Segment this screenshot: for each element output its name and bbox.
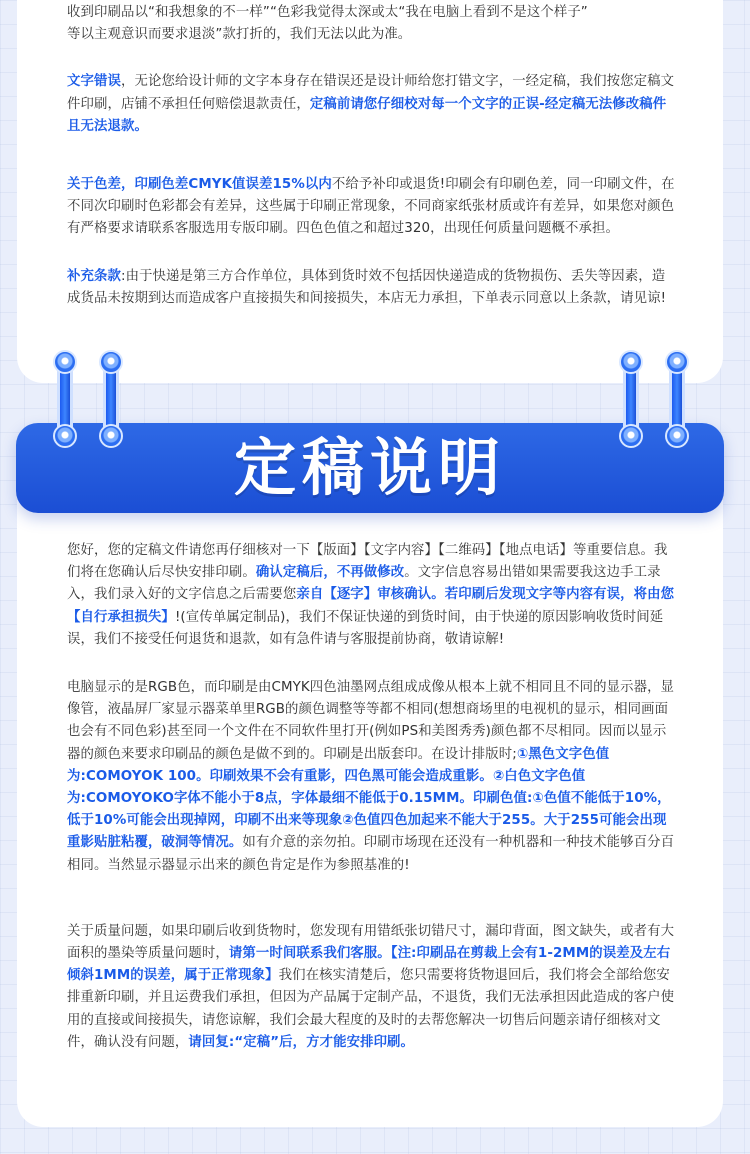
supplementary-body: :由于快递是第三方合作单位，具体到货时效不包括因快递造成的货物损伤、丢失等因素，造成货品未按期到达而造成客户直接损失和间接损失，本店无力承担，下单表示同意以上条款，请见谅! bbox=[67, 268, 667, 306]
color-diff-body: 不给予补印或退货!印刷会有印刷色差，同一印刷文件，在不同次印刷时色彩都会有差异，这些属于印刷正常现象，不同商家纸张材质或许有差异，如果您对颜色有严格要求请联系客服选用专版印刷。四色色值之和超过320，出现任何质量问题概不承担。 bbox=[67, 177, 675, 237]
rgb-text-2: 如有介意的亲勿拍。印刷市场现在还没有一种机器和一种技术能够百分百相同。当然显示器显示出来的颜色肯定是作为参照基准的! bbox=[67, 835, 675, 873]
confirm-text-2: 。文字信息容易出错如果需要我这边手工录入，我们录入好的文字信息之后需要您 bbox=[67, 565, 661, 603]
ring-cap-icon bbox=[619, 424, 643, 448]
quality-emphasis-1: 请第一时间联系我们客服。【注:印刷品在剪裁上会有1-2MM的误差及左右倾斜1MM的误差，属于正常现象】 bbox=[67, 946, 671, 984]
quality-issue-clause bbox=[67, 921, 675, 1054]
supplementary-heading: 补充条款 bbox=[67, 268, 121, 284]
text-error-body: ，无论您给设计师的文字本身存在错误还是设计师给您打错文字，一经定稿，我们按您定稿文件印刷，店铺不承担任何赔偿退款责任， bbox=[67, 74, 675, 112]
terms-card-bottom bbox=[17, 500, 723, 1127]
ring-cap-icon bbox=[665, 350, 689, 374]
quality-text-2: 我们在核实清楚后，您只需要将货物退回后，我们将会全部给您安排重新印刷，并且运费我们承担，但因为产品属于定制产品，不退货，我们无法承担因此造成的客户使用的直接或间接损失，请您谅解，我们会最大程度的及时的去帮您解决一切售后问题亲请仔细核对文件，确认没有问题， bbox=[67, 968, 675, 1050]
quality-text-1: 关于质量问题，如果印刷后收到货物时，您发现有用错纸张切错尺寸，漏印背面，图文缺失，或者有大面积的墨染等质量问题时， bbox=[67, 923, 675, 962]
ring-cap-icon bbox=[53, 350, 77, 374]
ring-cap-icon bbox=[619, 350, 643, 374]
color-diff-clause bbox=[67, 174, 675, 241]
terms-card-top bbox=[17, 0, 723, 383]
quality-emphasis-2: 请回复:“定稿”后，方才能安排印刷。 bbox=[188, 1034, 415, 1050]
text-error-clause bbox=[67, 71, 675, 138]
confirm-text-1: 您好，您的定稿文件请您再仔细核对一下【版面】【文字内容】【二维码】【地点电话】等重要信息。我们将在您确认后尽快安排印刷。 bbox=[67, 543, 668, 581]
ring-cap-icon bbox=[665, 424, 689, 448]
ring-cap-icon bbox=[53, 424, 77, 448]
color-value-rules: ①黑色文字色值为:COMOYOK 100。印刷效果不会有重影，四色黑可能会造成重影。②白色文字色值为:COMOYOKO字体不能小于8点，字体最细不能低于0.15MM。印刷色值:①色值不能低于10%，低于10%可能会出现掉网，印刷不出来等现象②色值四色加起来不能大于255。大于255可能会出现重影贴脏粘覆，破洞等情况。 bbox=[67, 746, 671, 851]
ring-cap-icon bbox=[99, 350, 123, 374]
rgb-text-1: 电脑显示的是RGB色，而印刷是由CMYK四色油墨网点组成成像从根本上就不相同且不同的显示器，显像管，液晶屏厂家显示器菜单里RGB的颜色调整等等都不相同(想想商场里的电视机的显示，相同画面也会有不同色彩)甚至同一个文件在不同软件里打开(例如PS和美图秀秀)颜色都不尽相同。因而以显示器的颜色来要求印刷品的颜色是做不到的。印刷是出版套印。在设计排版时; bbox=[67, 680, 675, 762]
confirm-draft-clause bbox=[67, 540, 675, 651]
received-print-clause bbox=[67, 2, 675, 46]
text-error-heading: 文字错误 bbox=[67, 74, 121, 90]
received-print-line1: 收到印刷品以“和我想象的不一样”“色彩我觉得太深或太“我在电脑上看到不是这个样子” bbox=[67, 5, 588, 20]
confirm-emphasis-1: 确认定稿后，不再做修改 bbox=[255, 565, 405, 581]
section-title: 定稿说明 bbox=[233, 431, 506, 504]
ring-cap-icon bbox=[99, 424, 123, 448]
text-error-emphasis: 定稿前请您仔细校对每一个文字的正误-经定稿无法修改稿件且无法退款。 bbox=[67, 96, 667, 134]
received-print-line2: 等以主观意识而要求退淡”款打折的，我们无法以此为准。 bbox=[67, 27, 412, 43]
confirm-emphasis-2: 亲自【逐字】审核确认。若印刷后发现文字等内容有误，将由您【自行承担损失】 bbox=[67, 587, 675, 625]
confirm-text-3: !(宣传单属定制品)，我们不保证快递的到货时间，由于快递的原因影响收货时间延误，我们不接受任何退货和退款，如有急件请与客服提前协商，敬请谅解! bbox=[67, 609, 664, 647]
rgb-cmyk-clause bbox=[67, 677, 675, 877]
supplementary-clause bbox=[67, 266, 675, 310]
color-diff-heading: 关于色差，印刷色差CMYK值误差15%以内 bbox=[67, 177, 332, 193]
